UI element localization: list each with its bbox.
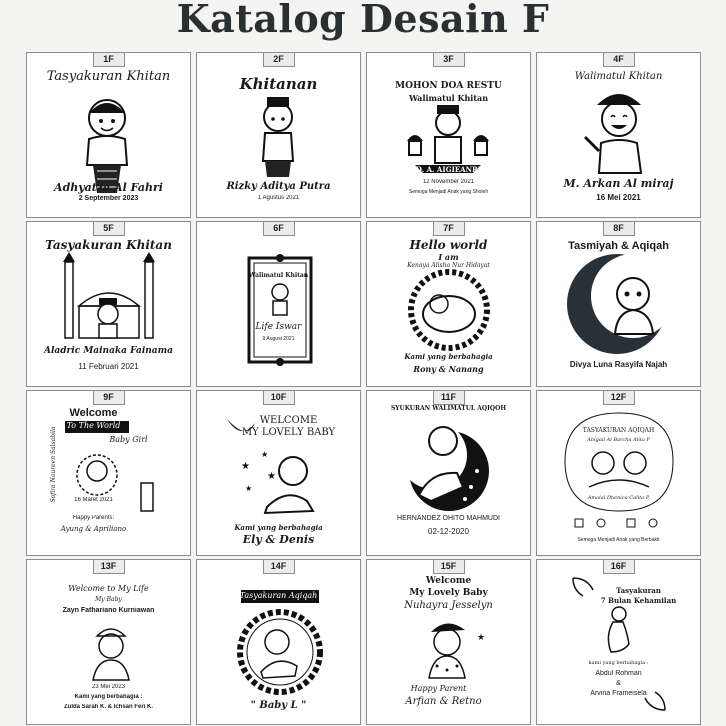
baby-toys-illustration (537, 391, 701, 556)
design-greeting: Kami yang berbahagia (234, 523, 323, 532)
design-parents-label: Happy Parent (410, 684, 467, 693)
design-parents: Ely & Denis (242, 533, 315, 546)
design-parent-1: Abdul Rohman (595, 670, 642, 677)
design-parents-label: Happy Parents: (72, 515, 115, 521)
design-code: 8F (603, 221, 635, 236)
design-heading: Welcome (425, 576, 472, 586)
design-name: Adhyatza Al Fahri (54, 181, 163, 194)
design-subheading: 7 Bulan Kehamilan (600, 596, 677, 605)
design-name: Zayn Fathariano Kurniawan (62, 607, 155, 614)
design-code: 1F (93, 52, 125, 67)
design-date: 16 Mei 2021 (596, 193, 641, 202)
design-grid (26, 52, 702, 726)
design-wish: Semoga Menjadi Anak yang Berbakti (577, 537, 660, 543)
design-heading: Hello world (409, 238, 488, 252)
design-name-1: Abigail Al Barcha Alita P (587, 437, 650, 443)
design-code: 14F (263, 559, 295, 574)
design-card-12f[interactable] (536, 390, 701, 556)
design-heading: TASYAKURAN AQIQAH (582, 427, 655, 434)
design-heading: Walimatul Khitan (574, 71, 663, 82)
design-card-1f[interactable] (26, 52, 191, 218)
design-card-16f[interactable] (536, 559, 701, 725)
design-name: Nuhayra Jesselyn (404, 600, 493, 611)
design-name: HERNANDEZ OHITO MAHMUDI (397, 515, 500, 522)
design-date: 02-12-2020 (428, 527, 469, 536)
design-heading: Tasmiyah & Aqiqah (568, 240, 669, 252)
design-card-5f[interactable] (26, 221, 191, 387)
design-subheading: MY LOVELY BABY (241, 427, 336, 438)
design-name-2: Amalal Dhenica Calita P (587, 495, 650, 501)
svg-text:★: ★ (477, 633, 486, 643)
design-card-4f[interactable] (536, 52, 701, 218)
design-name: Kenaya Alisha Nur Hidayat (407, 262, 490, 269)
design-tag: Baby Girl (109, 435, 148, 444)
design-parents: Rony & Nanang (413, 364, 484, 374)
design-subheading: My Lovely Baby (409, 588, 488, 598)
design-subheading: To The World (66, 421, 121, 430)
design-name: Life Iswar (255, 322, 302, 332)
design-date: 12 November 2021 (422, 179, 475, 185)
design-code: 4F (603, 52, 635, 67)
design-code: 6F (263, 221, 295, 236)
design-code: 12F (603, 390, 635, 405)
design-name: D. A. AIGIEANRI (415, 165, 482, 174)
maternity-illustration (537, 560, 701, 725)
design-greeting: kami yang berbahagia : (588, 660, 649, 666)
svg-text:★: ★ (245, 484, 253, 493)
design-card-11f[interactable] (366, 390, 531, 556)
design-code: 11F (433, 390, 465, 405)
design-name: Aladric Mainaka Fainama (44, 346, 173, 356)
baby-illustration (27, 560, 191, 725)
boy-illustration (197, 53, 361, 218)
design-date: 16 Maret 2021 (74, 497, 113, 503)
design-name: Divya Luna Rasyifa Najah (569, 360, 668, 369)
design-card-14f[interactable] (196, 559, 361, 725)
design-heading: SYUKURAN WALIMATUL AQIQOH (390, 405, 507, 412)
design-code: 3F (433, 52, 465, 67)
design-date: 23 Mei 2023 (91, 684, 126, 690)
page-title: Katalog Desain F (176, 0, 550, 41)
design-card-8f[interactable] (536, 221, 701, 387)
design-code: 15F (433, 559, 465, 574)
design-parents: Zulda Sarah K. & Ichsan Feri K. (63, 704, 154, 710)
design-heading: MOHON DOA RESTU (395, 81, 502, 91)
design-card-9f[interactable] (26, 390, 191, 556)
design-intro: I am (438, 252, 459, 262)
design-date: 11 Februari 2021 (78, 362, 139, 371)
design-card-13f[interactable] (26, 559, 191, 725)
design-code: 5F (93, 221, 125, 236)
design-greeting: Kami yang berbahagia : (74, 694, 143, 700)
design-subheading: Walimatul Khitan (408, 93, 489, 103)
design-code: 13F (93, 559, 125, 574)
design-name: Rizky Aditya Putra (226, 181, 331, 192)
design-wish: Semoga Menjadi Anak yang Sholeh (408, 189, 489, 195)
design-subheading: My Baby (95, 596, 122, 603)
design-parents: Arfian & Retno (405, 696, 482, 707)
design-heading: Welcome to My Life (68, 584, 149, 593)
svg-text:★: ★ (241, 461, 250, 472)
design-card-7f[interactable] (366, 221, 531, 387)
design-card-15f[interactable] (366, 559, 531, 725)
design-heading: WELCOME (259, 415, 318, 426)
design-code: 2F (263, 52, 295, 67)
design-ampersand: & (616, 680, 621, 687)
design-heading: Tasyakuran Aqiqah (239, 591, 318, 600)
svg-text:★: ★ (267, 471, 276, 482)
design-name: Safira Naureen Salsabila (50, 426, 57, 503)
svg-text:★: ★ (261, 450, 269, 459)
design-code: 10F (263, 390, 295, 405)
design-heading: Welcome (69, 407, 118, 419)
design-card-10f[interactable] (196, 390, 361, 556)
design-parent-2: Arvina Frameisela (590, 690, 647, 697)
design-code: 9F (93, 390, 125, 405)
design-code: 7F (433, 221, 465, 236)
design-heading: Tasyakuran Khitan (46, 69, 171, 84)
design-name: M. Arkan Al miraj (563, 177, 674, 190)
design-heading: Khitanan (239, 75, 318, 93)
design-date: 2 September 2023 (78, 195, 139, 202)
sleeping-baby-wreath (367, 222, 531, 387)
design-code: 16F (603, 559, 635, 574)
design-heading: Tasyakuran (616, 586, 661, 595)
design-date: 1 Agustus 2021 (257, 195, 300, 201)
design-heading: Tasyakuran Khitan (45, 238, 172, 252)
design-name: " Baby L " (250, 700, 307, 711)
design-card-2f[interactable] (196, 52, 361, 218)
design-card-6f[interactable] (196, 221, 361, 387)
design-greeting: Kami yang berbahagia (404, 352, 493, 361)
design-parents: Ayung & Apriliano (60, 525, 127, 533)
design-date: 9 August 2021 (262, 336, 295, 342)
design-heading: Walimatul Khitan (248, 272, 309, 279)
design-card-3f[interactable] (366, 52, 531, 218)
ornament-frame (197, 222, 361, 387)
